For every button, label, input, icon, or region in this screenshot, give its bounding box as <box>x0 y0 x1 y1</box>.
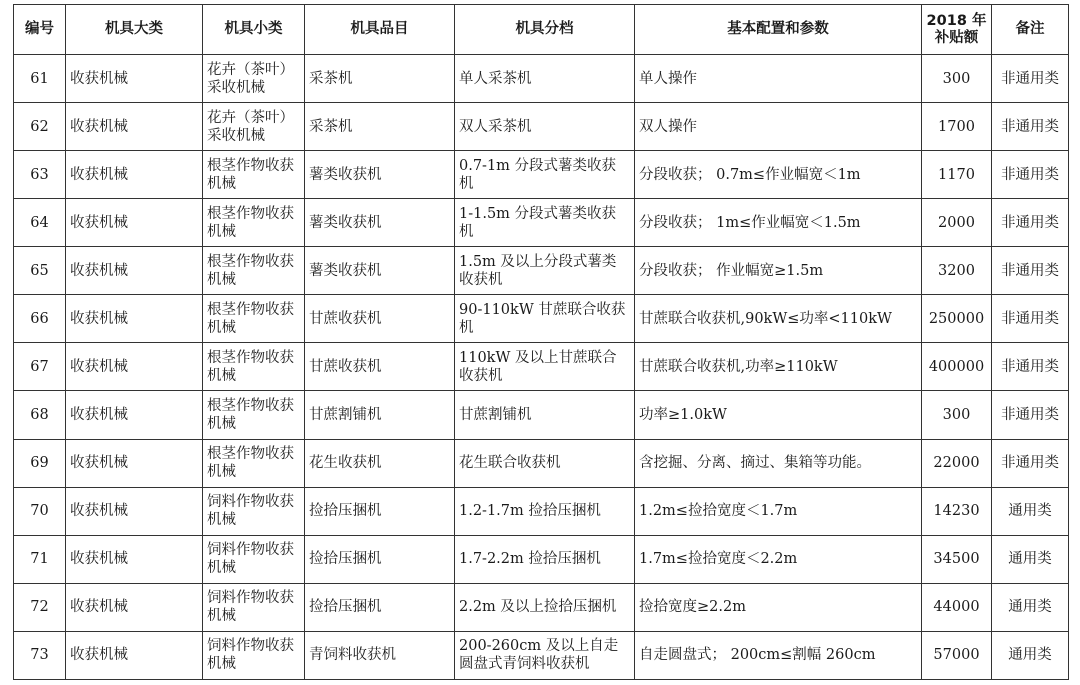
cell-tier: 2.2m 及以上捡拾压捆机 <box>455 583 635 631</box>
cell-note: 非通用类 <box>992 199 1069 247</box>
cell-item: 甘蔗收获机 <box>305 343 455 391</box>
table-row <box>14 151 1069 199</box>
cell-no: 67 <box>14 343 66 391</box>
cell-major-category: 收获机械 <box>66 199 203 247</box>
cell-major-category: 收获机械 <box>66 631 203 679</box>
cell-no: 66 <box>14 295 66 343</box>
cell-note: 非通用类 <box>992 391 1069 439</box>
cell-config: 甘蔗联合收获机,90kW≤功率<110kW <box>635 295 922 343</box>
cell-no: 62 <box>14 103 66 151</box>
cell-note: 通用类 <box>992 631 1069 679</box>
cell-tier: 1-1.5m 分段式薯类收获机 <box>455 199 635 247</box>
cell-item: 青饲料收获机 <box>305 631 455 679</box>
cell-note: 非通用类 <box>992 343 1069 391</box>
cell-no: 69 <box>14 439 66 487</box>
cell-item: 花生收获机 <box>305 439 455 487</box>
cell-note: 非通用类 <box>992 247 1069 295</box>
cell-config: 甘蔗联合收获机,功率≥110kW <box>635 343 922 391</box>
table-row <box>14 535 1069 583</box>
table-row <box>14 439 1069 487</box>
cell-subsidy: 400000 <box>922 343 992 391</box>
cell-major-category: 收获机械 <box>66 295 203 343</box>
table-row <box>14 247 1069 295</box>
cell-note: 非通用类 <box>992 439 1069 487</box>
cell-minor-category: 饲料作物收获机械 <box>203 631 305 679</box>
cell-tier: 110kW 及以上甘蔗联合收获机 <box>455 343 635 391</box>
cell-minor-category: 饲料作物收获机械 <box>203 535 305 583</box>
header-item: 机具品目 <box>305 5 455 55</box>
cell-note: 通用类 <box>992 583 1069 631</box>
cell-item: 薯类收获机 <box>305 199 455 247</box>
cell-no: 65 <box>14 247 66 295</box>
cell-note: 非通用类 <box>992 151 1069 199</box>
cell-no: 63 <box>14 151 66 199</box>
cell-minor-category: 根茎作物收获机械 <box>203 391 305 439</box>
cell-config: 含挖掘、分离、摘过、集箱等功能。 <box>635 439 922 487</box>
cell-note: 非通用类 <box>992 295 1069 343</box>
cell-note: 通用类 <box>992 535 1069 583</box>
cell-item: 采茶机 <box>305 103 455 151</box>
cell-config: 双人操作 <box>635 103 922 151</box>
cell-config: 分段收获； 0.7m≤作业幅宽＜1m <box>635 151 922 199</box>
table-row <box>14 343 1069 391</box>
cell-minor-category: 根茎作物收获机械 <box>203 151 305 199</box>
cell-tier: 90-110kW 甘蔗联合收获机 <box>455 295 635 343</box>
cell-config: 单人操作 <box>635 55 922 103</box>
header-major-category: 机具大类 <box>66 5 203 55</box>
cell-no: 72 <box>14 583 66 631</box>
table-row <box>14 583 1069 631</box>
cell-minor-category: 花卉（茶叶）采收机械 <box>203 55 305 103</box>
cell-subsidy: 22000 <box>922 439 992 487</box>
cell-major-category: 收获机械 <box>66 151 203 199</box>
cell-no: 64 <box>14 199 66 247</box>
cell-major-category: 收获机械 <box>66 583 203 631</box>
cell-config: 分段收获； 1m≤作业幅宽＜1.5m <box>635 199 922 247</box>
cell-minor-category: 饲料作物收获机械 <box>203 583 305 631</box>
header-config: 基本配置和参数 <box>635 5 922 55</box>
cell-subsidy: 34500 <box>922 535 992 583</box>
cell-subsidy: 300 <box>922 55 992 103</box>
cell-item: 薯类收获机 <box>305 151 455 199</box>
cell-note: 非通用类 <box>992 55 1069 103</box>
cell-no: 61 <box>14 55 66 103</box>
cell-tier: 1.7-2.2m 捡拾压捆机 <box>455 535 635 583</box>
cell-no: 68 <box>14 391 66 439</box>
cell-minor-category: 根茎作物收获机械 <box>203 199 305 247</box>
cell-tier: 0.7-1m 分段式薯类收获机 <box>455 151 635 199</box>
table-row <box>14 391 1069 439</box>
cell-major-category: 收获机械 <box>66 55 203 103</box>
cell-subsidy: 250000 <box>922 295 992 343</box>
cell-tier: 200-260cm 及以上自走圆盘式青饲料收获机 <box>455 631 635 679</box>
cell-config: 分段收获； 作业幅宽≥1.5m <box>635 247 922 295</box>
cell-config: 1.7m≤捡拾宽度＜2.2m <box>635 535 922 583</box>
cell-item: 捡拾压捆机 <box>305 535 455 583</box>
header-minor-category: 机具小类 <box>203 5 305 55</box>
cell-subsidy: 1700 <box>922 103 992 151</box>
table-row <box>14 199 1069 247</box>
cell-tier: 1.5m 及以上分段式薯类收获机 <box>455 247 635 295</box>
cell-config: 功率≥1.0kW <box>635 391 922 439</box>
cell-major-category: 收获机械 <box>66 439 203 487</box>
cell-tier: 双人采茶机 <box>455 103 635 151</box>
cell-config: 捡拾宽度≥2.2m <box>635 583 922 631</box>
cell-item: 捡拾压捆机 <box>305 583 455 631</box>
header-no: 编号 <box>14 5 66 55</box>
cell-major-category: 收获机械 <box>66 103 203 151</box>
table-row <box>14 103 1069 151</box>
cell-subsidy: 14230 <box>922 487 992 535</box>
cell-tier: 单人采茶机 <box>455 55 635 103</box>
cell-subsidy: 57000 <box>922 631 992 679</box>
table-row <box>14 295 1069 343</box>
cell-major-category: 收获机械 <box>66 535 203 583</box>
table-row <box>14 487 1069 535</box>
cell-no: 73 <box>14 631 66 679</box>
subsidy-table <box>13 4 1069 680</box>
cell-item: 甘蔗割铺机 <box>305 391 455 439</box>
header-row <box>14 5 1069 55</box>
cell-no: 71 <box>14 535 66 583</box>
cell-minor-category: 根茎作物收获机械 <box>203 439 305 487</box>
cell-tier: 花生联合收获机 <box>455 439 635 487</box>
cell-subsidy: 3200 <box>922 247 992 295</box>
table-row <box>14 631 1069 679</box>
header-subsidy: 2018 年 补贴额 <box>922 5 992 55</box>
cell-subsidy: 44000 <box>922 583 992 631</box>
cell-item: 采茶机 <box>305 55 455 103</box>
cell-note: 非通用类 <box>992 103 1069 151</box>
cell-minor-category: 根茎作物收获机械 <box>203 343 305 391</box>
cell-minor-category: 饲料作物收获机械 <box>203 487 305 535</box>
cell-subsidy: 300 <box>922 391 992 439</box>
cell-no: 70 <box>14 487 66 535</box>
cell-major-category: 收获机械 <box>66 343 203 391</box>
cell-tier: 甘蔗割铺机 <box>455 391 635 439</box>
cell-minor-category: 花卉（茶叶）采收机械 <box>203 103 305 151</box>
cell-item: 薯类收获机 <box>305 247 455 295</box>
cell-minor-category: 根茎作物收获机械 <box>203 247 305 295</box>
cell-config: 自走圆盘式； 200cm≤割幅 260cm <box>635 631 922 679</box>
cell-subsidy: 1170 <box>922 151 992 199</box>
cell-note: 通用类 <box>992 487 1069 535</box>
cell-config: 1.2m≤捡拾宽度＜1.7m <box>635 487 922 535</box>
cell-tier: 1.2-1.7m 捡拾压捆机 <box>455 487 635 535</box>
cell-major-category: 收获机械 <box>66 391 203 439</box>
cell-minor-category: 根茎作物收获机械 <box>203 295 305 343</box>
cell-item: 捡拾压捆机 <box>305 487 455 535</box>
header-tier: 机具分档 <box>455 5 635 55</box>
cell-item: 甘蔗收获机 <box>305 295 455 343</box>
header-note: 备注 <box>992 5 1069 55</box>
table-row <box>14 55 1069 103</box>
cell-subsidy: 2000 <box>922 199 992 247</box>
cell-major-category: 收获机械 <box>66 487 203 535</box>
cell-major-category: 收获机械 <box>66 247 203 295</box>
